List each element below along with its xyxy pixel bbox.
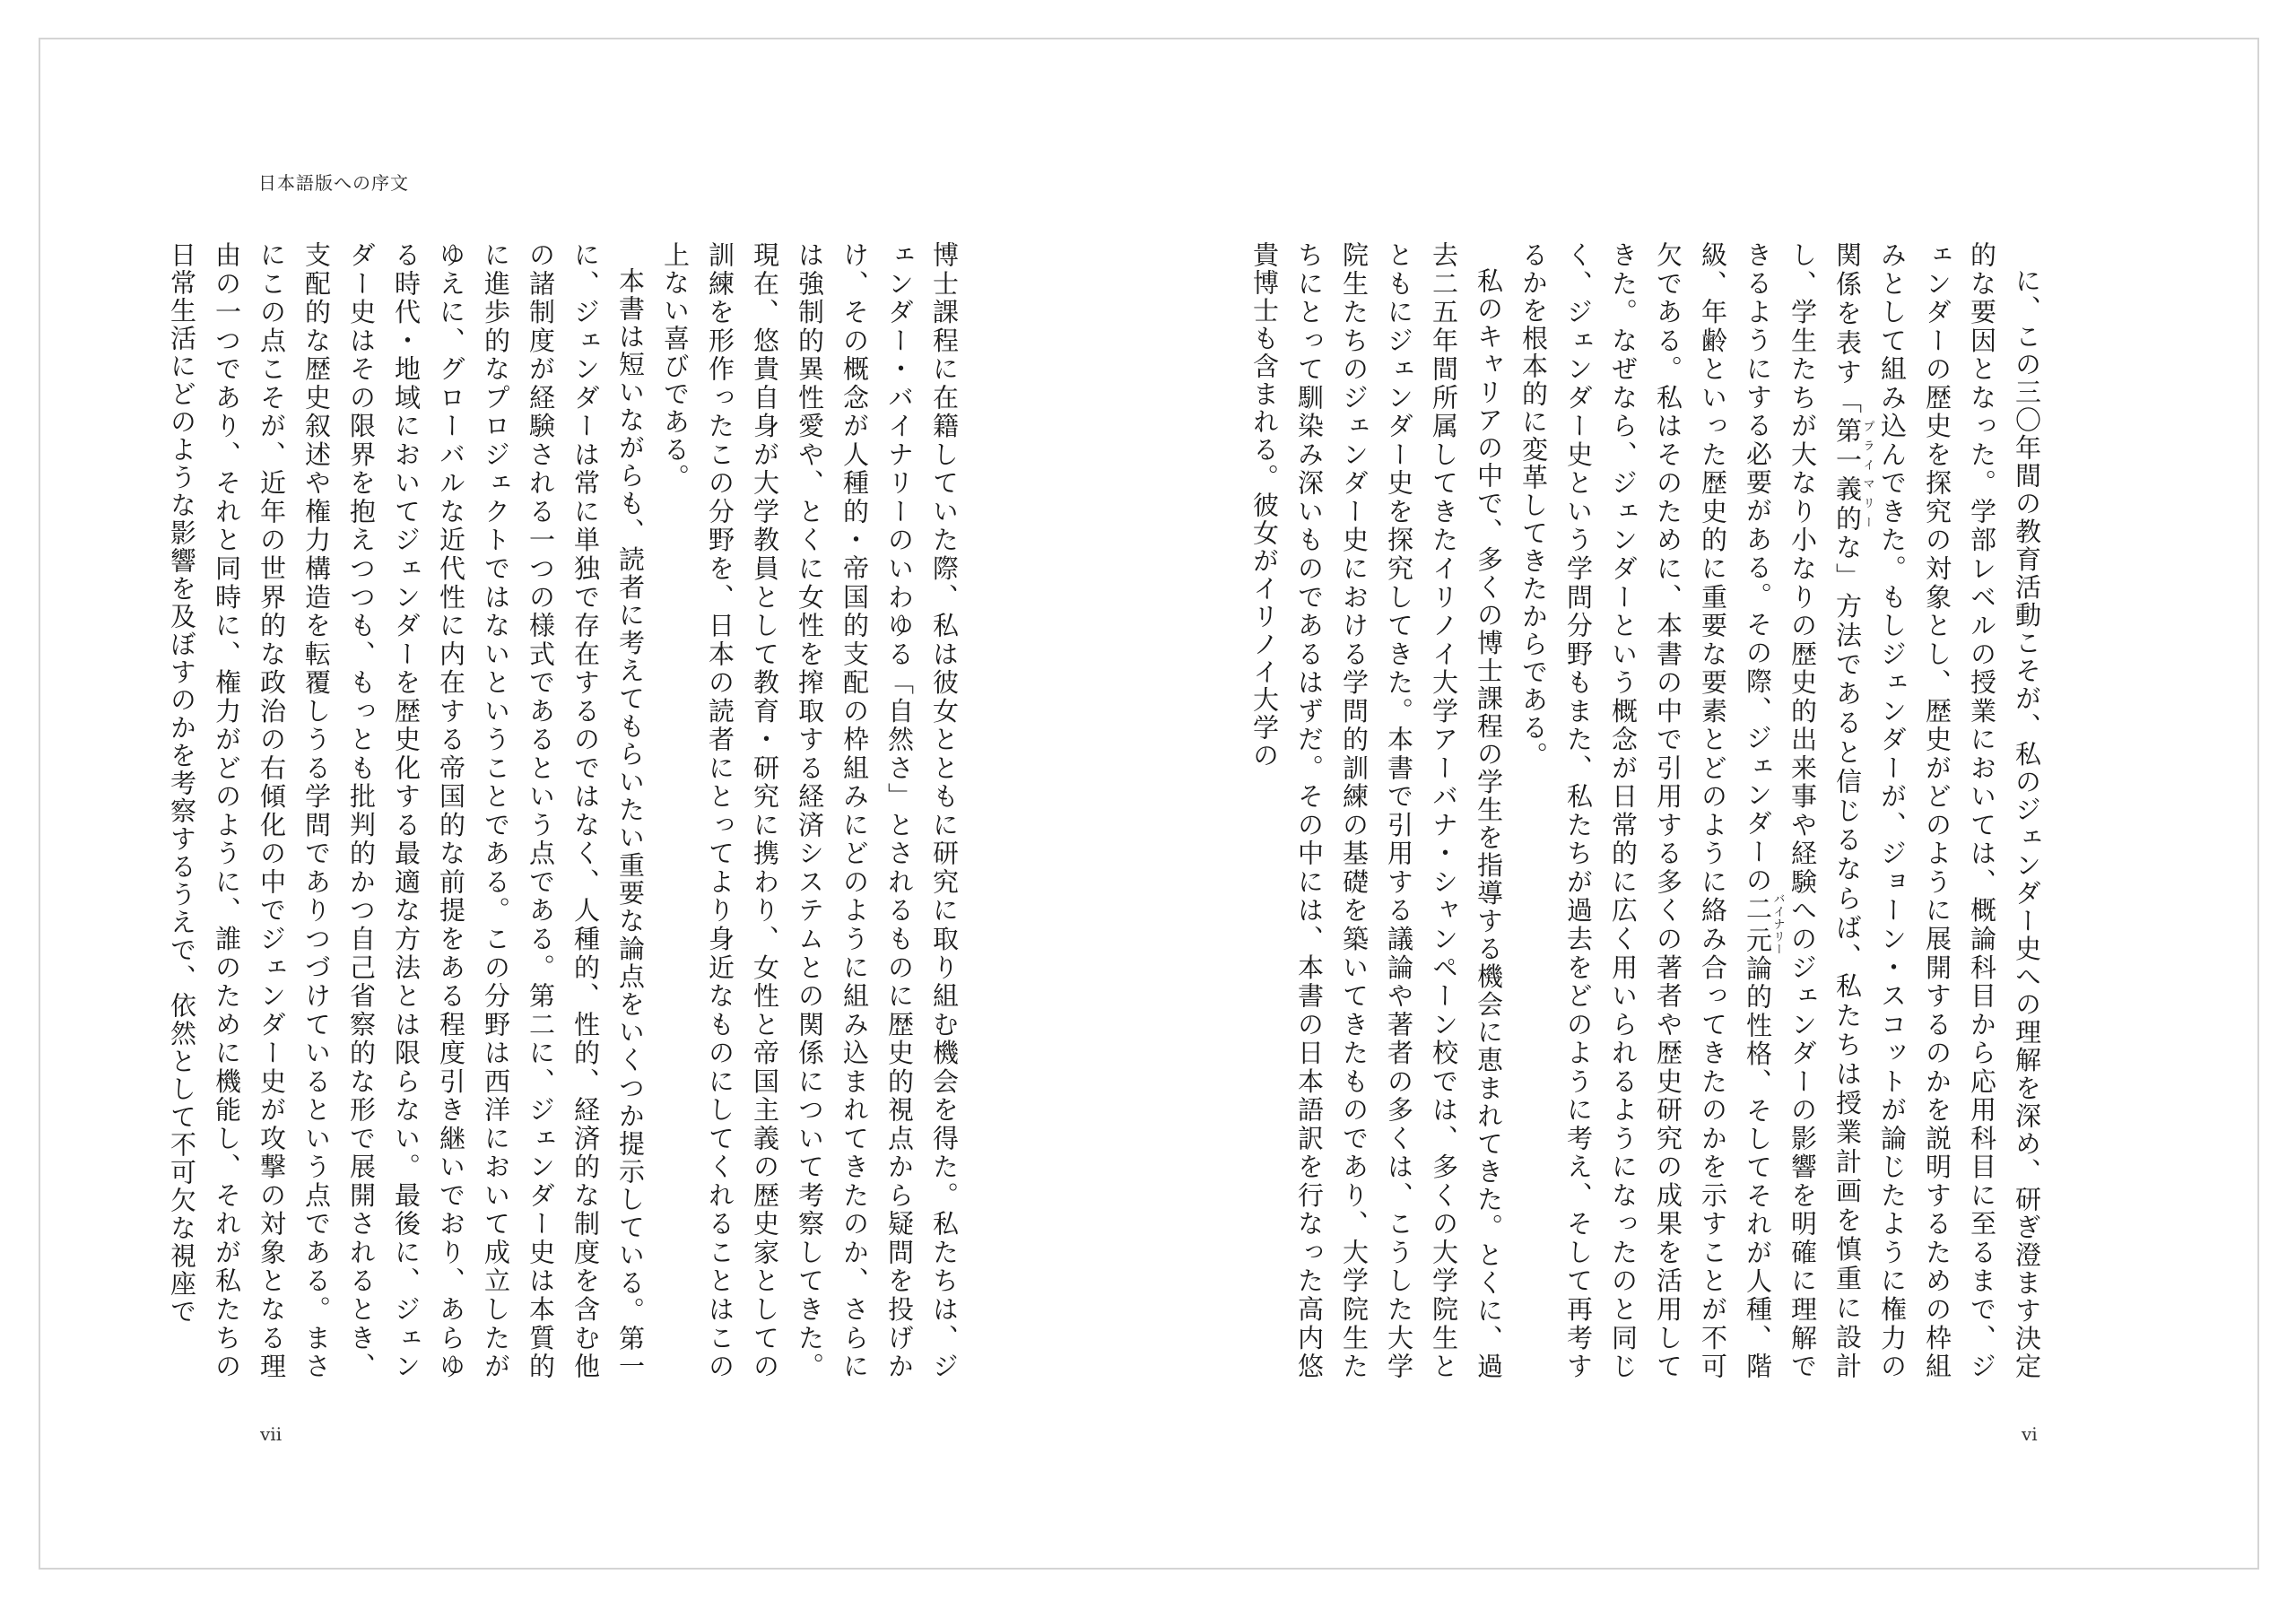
text-segment: な」方法であると信じるならば、私たちは授業計画を慎重に設計し、学生たちが大なり小なりの歴史的出来事や経験へのジェンダーの影響を明確に理解できるようにする必要がある。その際、ジェンダーの — [1743, 241, 1863, 1381]
running-head: 日本語版への序文 — [258, 172, 409, 194]
text-segment: 私のキャリアの中で、多くの博士課程の学生を指導する機会に恵まれてきた。とくに、過去二五年間所属してきたイリノイ大学アーバナ・シャンペーン校では、多くの大学院生とともにジェンダー史を探究してきた。本書で引用する議論や著者の多くは、こうした大学院生たちのジェンダー史における学問的訓練の基礎を築いてきたものであり、大学院生たちにとって馴染み深いものであるはずだ。その中には、本書の日本語訳を行なった高内悠貴博士も含まれる。彼女がイリノイ大学の — [1249, 241, 1504, 1380]
paragraph — [1511, 241, 2049, 1380]
paragraph — [160, 241, 653, 1380]
text-segment: 論的性格、そしてそれが人種、階級、年齢といった歴史的に重要な要素とどのように絡み合ってきたのかを示すことが不可欠である。私はそのために、本書の中で引用する多くの著者や歴史研究の成果を活用してきた。なぜなら、ジェンダーという概念が日常的に広く用いられるようになったのと同じく、ジェンダー史という学問分野もまた、私たちが過去をどのように考え、そして再考するかを根本的に変革してきたからである。 — [1518, 241, 1773, 1381]
page-number-left: vii — [260, 1423, 283, 1445]
text-segment: に、この三〇年間の教育活動こそが、私のジェンダー史への理解を深め、研ぎ澄ます決定的な要因となった。学部レベルの授業においては、概論科目から応用科目に至るまで、ジェンダーの歴史を探究の対象とし、歴史がどのように展開するのかを説明するための枠組みとして組み込んできた。もしジェンダーが、ジョーン・スコットが論じたように権力の関係を表す「 — [1832, 241, 2042, 1381]
ruby-annotation: 第一義的プライマリー — [1832, 416, 1874, 535]
right-page-text — [1249, 241, 2049, 1381]
paragraph — [653, 241, 967, 1380]
paragraph — [1242, 241, 1511, 1380]
page-number-right: vi — [2022, 1423, 2038, 1445]
left-page-text — [167, 241, 967, 1381]
text-segment: 博士課程に在籍していた際、私は彼女とともに研究に取り組む機会を得た。私たちは、ジェンダー・バイナリーのいわゆる「自然さ」とされるものに歴史的視点から疑問を投げかけ、その概念が人種的・帝国的支配の枠組みにどのように組み込まれてきたのか、さらには強制的異性愛や、とくに女性を搾取する経済システムとの関係について考察してきた。現在、悠貴自身が大学教員として教育・研究に携わり、女性と帝国主義の歴史家としての訓練を形作ったこの分野を、日本の読者にとってより身近なものにしてくれることはこの上ない喜びである。 — [660, 241, 960, 1381]
text-segment: 本書は短いながらも、読者に考えてもらいたい重要な論点をいくつか提示している。第一に、ジェンダーは常に単独で存在するのではなく、人種的、性的、経済的な制度を含む他の諸制度が経験される一つの様式であるという点である。第二に、ジェンダー史は本質的に進歩的なプロジェクトではないということである。この分野は西洋において成立したがゆえに、グローバルな近代性に内在する帝国的な前提をある程度引き継いでおり、あらゆる時代・地域においてジェンダーを歴史化する最適な方法とは限らない。最後に、ジェンダー史はその限界を抱えつつも、もっとも批判的かつ自己省察的な形で展開されるとき、支配的な歴史叙述や権力構造を転覆しうる学問でありつづけているという点である。まさにこの点こそが、近年の世界的な政治の右傾化の中でジェンダー史が攻撃の対象となる理由の一つであり、それと同時に、権力がどのように、誰のために機能し、それが私たちの日常生活にどのような影響を及ぼすのかを考察するうえで、依然として不可欠な視座で — [167, 241, 646, 1381]
ruby-annotation: 二元バイナリー — [1743, 892, 1785, 956]
